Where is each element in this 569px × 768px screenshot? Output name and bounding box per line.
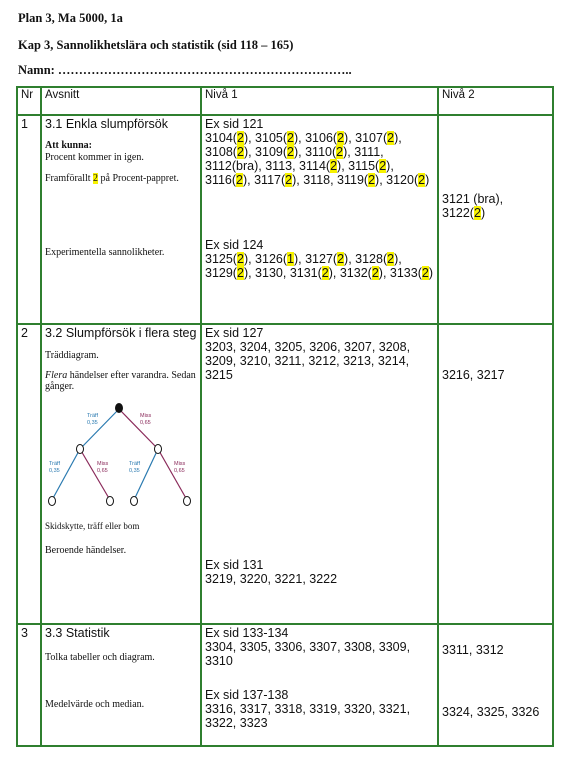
exercise-item bbox=[305, 131, 355, 145]
chapter-title: Kap 3, Sannolikhetslära och statistik (sid 118 – 165) bbox=[18, 38, 294, 52]
exercise-item bbox=[255, 252, 305, 266]
level-mark: 2 bbox=[421, 266, 429, 280]
exercise-number: 3120( bbox=[386, 173, 419, 187]
example-page-heading: Ex sid 121 bbox=[205, 117, 264, 131]
branch-label: Träff bbox=[129, 460, 141, 467]
exercise-sep: ), bbox=[243, 173, 255, 187]
exercise-list bbox=[205, 131, 434, 187]
exercise-item bbox=[205, 252, 255, 266]
exercise-sep: ), bbox=[293, 131, 306, 145]
exercise-item bbox=[254, 173, 303, 187]
level-mark: 2 bbox=[236, 131, 244, 145]
exercise-number: 3107( bbox=[355, 131, 388, 145]
table-row bbox=[17, 115, 553, 324]
section-title: 3.2 Slumpförsök i flera steg bbox=[45, 326, 197, 340]
level-mark: 2 bbox=[337, 252, 345, 266]
example-page-heading: Ex sid 124 bbox=[205, 238, 264, 252]
row-number: 3 bbox=[17, 624, 41, 746]
exercise-number: 3127( bbox=[305, 252, 338, 266]
branch-probability: 0,65 bbox=[174, 467, 185, 474]
exercise-number: 3104( bbox=[205, 131, 237, 145]
flera-rest: händelser efter varandra. Sedan gånger. bbox=[45, 369, 196, 392]
section-title: 3.3 Statistik bbox=[45, 626, 110, 640]
level-mark: 2 bbox=[387, 252, 395, 266]
level-mark: 2 bbox=[236, 266, 244, 280]
tree-node bbox=[155, 444, 162, 453]
exercise-item bbox=[348, 159, 394, 173]
exercise-sep: ), bbox=[394, 252, 402, 266]
exercise-item bbox=[355, 252, 402, 266]
beroende-text: Beroende händelser. bbox=[45, 545, 127, 556]
avsnitt-cell bbox=[41, 324, 201, 624]
level-mark: 2 bbox=[236, 252, 244, 266]
exercise-item bbox=[386, 173, 429, 187]
exercise-item bbox=[303, 173, 337, 187]
level-mark: 2 bbox=[93, 173, 99, 184]
procent-text: Procent kommer in igen. bbox=[45, 151, 144, 163]
exercise-sep: ), bbox=[292, 173, 304, 187]
example-page-heading: Ex sid 137-138 bbox=[205, 688, 289, 702]
niva2-cell bbox=[438, 624, 553, 746]
table-row bbox=[17, 624, 553, 746]
framforallt-text bbox=[45, 173, 197, 185]
exercise-number: 3126( bbox=[255, 252, 288, 266]
branch-probability: 0,65 bbox=[97, 467, 108, 474]
exercise-number: 3110( bbox=[305, 145, 337, 159]
niva2-list: 3324, 3325, 3326 bbox=[442, 705, 540, 719]
experimentella-text: Experimentella sannolikheter. bbox=[45, 246, 165, 258]
niva2-end: ) bbox=[480, 206, 486, 220]
section-title: 3.1 Enkla slumpförsök bbox=[45, 117, 168, 131]
exercise-list: 3316, 3317, 3318, 3319, 3320, 3321, 3322, 3323 bbox=[205, 702, 411, 730]
exercise-item bbox=[305, 252, 355, 266]
exercise-sep: ), bbox=[243, 131, 256, 145]
avsnitt-cell bbox=[41, 115, 201, 324]
exercise-sep: ), bbox=[293, 145, 306, 159]
exercise-number: 3115( bbox=[348, 159, 380, 173]
exercise-sep: ), bbox=[293, 252, 306, 266]
level-mark: 2 bbox=[418, 173, 426, 187]
exercise-number: 3125( bbox=[205, 252, 237, 266]
level-mark: 2 bbox=[236, 173, 243, 187]
exercise-item bbox=[255, 266, 290, 280]
plan-title: Plan 3, Ma 5000, 1a bbox=[18, 11, 123, 25]
exercise-item bbox=[355, 131, 402, 145]
exercise-item bbox=[205, 131, 255, 145]
branch-line bbox=[80, 449, 110, 500]
niva2-text: 3121 (bra), 3122( bbox=[442, 192, 504, 220]
skidskytte-caption: Skidskytte, träff eller bom bbox=[45, 520, 140, 531]
row-number: 1 bbox=[17, 115, 41, 324]
branch-label: Träff bbox=[49, 460, 61, 467]
exercise-number: 3131( bbox=[289, 266, 322, 280]
header-nr: Nr bbox=[17, 87, 41, 115]
table-row bbox=[17, 324, 553, 624]
branch-probability: 0,65 bbox=[140, 419, 151, 426]
exercise-sep: ), bbox=[243, 252, 256, 266]
branch-probability: 0,35 bbox=[87, 419, 98, 426]
level-mark: 2 bbox=[236, 145, 244, 159]
level-mark: 2 bbox=[371, 266, 379, 280]
level-mark: 2 bbox=[387, 131, 395, 145]
exercise-sep: ), bbox=[337, 159, 349, 173]
exercise-number: 3114( bbox=[299, 159, 331, 173]
niva2-list: 3216, 3217 bbox=[442, 368, 505, 382]
tree-diagram bbox=[47, 399, 197, 517]
branch-line bbox=[158, 449, 187, 500]
exercise-list bbox=[205, 252, 434, 280]
exercise-sep: ), bbox=[386, 159, 394, 173]
tree-node bbox=[107, 496, 114, 505]
tree-node bbox=[184, 496, 191, 505]
level-mark: 2 bbox=[287, 145, 294, 159]
framforallt-a: Framförallt bbox=[45, 173, 94, 184]
exercise-sep: ), bbox=[394, 131, 402, 145]
level-mark: 2 bbox=[337, 131, 345, 145]
exercise-list: 3203, 3204, 3205, 3206, 3207, 3208, 3209, 3210, 3211, 3212, 3213, 3214, 3215 bbox=[205, 340, 411, 382]
framforallt-b: på Procent-pappret. bbox=[98, 173, 179, 184]
branch-label: Miss bbox=[97, 460, 109, 467]
level-mark: 2 bbox=[287, 131, 294, 145]
exercise-item bbox=[299, 159, 348, 173]
level-mark: 2 bbox=[379, 159, 387, 173]
flera-text bbox=[45, 370, 197, 393]
exercise-item bbox=[205, 266, 255, 280]
root-node bbox=[115, 403, 123, 413]
exercise-sep: ), bbox=[343, 145, 355, 159]
exercise-item bbox=[337, 173, 386, 187]
table-header-row bbox=[17, 87, 553, 115]
exercise-sep: ), bbox=[243, 266, 256, 280]
branch-label: Miss bbox=[140, 412, 152, 419]
exercise-item bbox=[255, 145, 305, 159]
level-mark: 2 bbox=[473, 206, 481, 220]
level-mark: 2 bbox=[336, 145, 344, 159]
exercise-number: 3106( bbox=[305, 131, 338, 145]
niva1-cell bbox=[201, 624, 438, 746]
medel-text: Medelvärde och median. bbox=[45, 698, 145, 710]
niva1-cell bbox=[201, 115, 438, 324]
exercise-number: 3129( bbox=[205, 266, 237, 280]
traddiagram-text: Träddiagram. bbox=[45, 350, 99, 361]
example-page-heading: Ex sid 131 bbox=[205, 558, 264, 572]
exercise-number: 3116( bbox=[205, 173, 237, 187]
niva2-cell bbox=[438, 324, 553, 624]
tolka-text: Tolka tabeller och diagram. bbox=[45, 652, 155, 663]
exercise-sep: ), bbox=[344, 252, 356, 266]
exercise-item bbox=[390, 266, 433, 280]
branch-line bbox=[52, 449, 80, 500]
niva1-cell bbox=[201, 324, 438, 624]
tree-node bbox=[131, 496, 138, 505]
exercise-number: 3117( bbox=[254, 173, 286, 187]
exercise-list: 3304, 3305, 3306, 3307, 3308, 3309, 3310 bbox=[205, 640, 411, 668]
tree-node bbox=[77, 444, 84, 453]
exercise-number: 3128( bbox=[355, 252, 388, 266]
level-mark: 2 bbox=[330, 159, 338, 173]
level-mark: 1 bbox=[287, 252, 294, 266]
plan-table bbox=[16, 86, 554, 747]
exercise-sep: ) bbox=[428, 266, 434, 280]
tree-node bbox=[49, 496, 56, 505]
exercise-sep: ), bbox=[243, 145, 256, 159]
exercise-item bbox=[340, 266, 390, 280]
exercise-number: 3118, bbox=[303, 173, 338, 187]
name-line: Namn: …………………………………………………………….. bbox=[18, 63, 352, 77]
niva2-list: 3311, 3312 bbox=[442, 643, 504, 657]
header-niva1: Nivå 1 bbox=[201, 87, 438, 115]
exercise-sep: ), bbox=[328, 266, 340, 280]
level-mark: 2 bbox=[368, 173, 376, 187]
exercise-sep: ) bbox=[425, 173, 430, 187]
niva2-cell bbox=[438, 115, 553, 324]
exercise-number: 3111, 3112(bra), 3113, bbox=[205, 145, 384, 173]
exercise-item bbox=[255, 131, 305, 145]
level-mark: 2 bbox=[285, 173, 293, 187]
exercise-number: 3119( bbox=[337, 173, 369, 187]
example-page-heading: Ex sid 133-134 bbox=[205, 626, 289, 640]
exercise-number: 3130, bbox=[255, 266, 290, 280]
exercise-item bbox=[290, 266, 340, 280]
branch-probability: 0,35 bbox=[49, 467, 60, 474]
branch-label: Träff bbox=[87, 412, 99, 419]
avsnitt-cell bbox=[41, 624, 201, 746]
branch-probability: 0,35 bbox=[129, 467, 140, 474]
exercise-number: 3105( bbox=[255, 131, 288, 145]
att-kunna-label: Att kunna: bbox=[45, 140, 92, 151]
flera-emphasis: Flera bbox=[45, 369, 68, 381]
exercise-item bbox=[305, 145, 354, 159]
exercise-sep: ), bbox=[375, 173, 387, 187]
header-avsnitt: Avsnitt bbox=[41, 87, 201, 115]
exercise-sep: ), bbox=[344, 131, 356, 145]
exercise-number: 3133( bbox=[389, 266, 422, 280]
branch-line bbox=[134, 449, 158, 500]
exercise-item bbox=[205, 173, 254, 187]
exercise-list: 3219, 3220, 3221, 3222 bbox=[205, 572, 338, 586]
header-niva2: Nivå 2 bbox=[438, 87, 553, 115]
exercise-number: 3132( bbox=[339, 266, 372, 280]
row-number: 2 bbox=[17, 324, 41, 624]
branch-line bbox=[119, 409, 158, 449]
exercise-number: 3109( bbox=[255, 145, 288, 159]
branch-line bbox=[80, 409, 119, 449]
exercise-item bbox=[205, 145, 255, 159]
exercise-sep: ), bbox=[378, 266, 390, 280]
example-page-heading: Ex sid 127 bbox=[205, 326, 264, 340]
branch-label: Miss bbox=[174, 460, 186, 467]
level-mark: 2 bbox=[321, 266, 329, 280]
niva2-list bbox=[442, 192, 549, 220]
exercise-number: 3108( bbox=[205, 145, 237, 159]
